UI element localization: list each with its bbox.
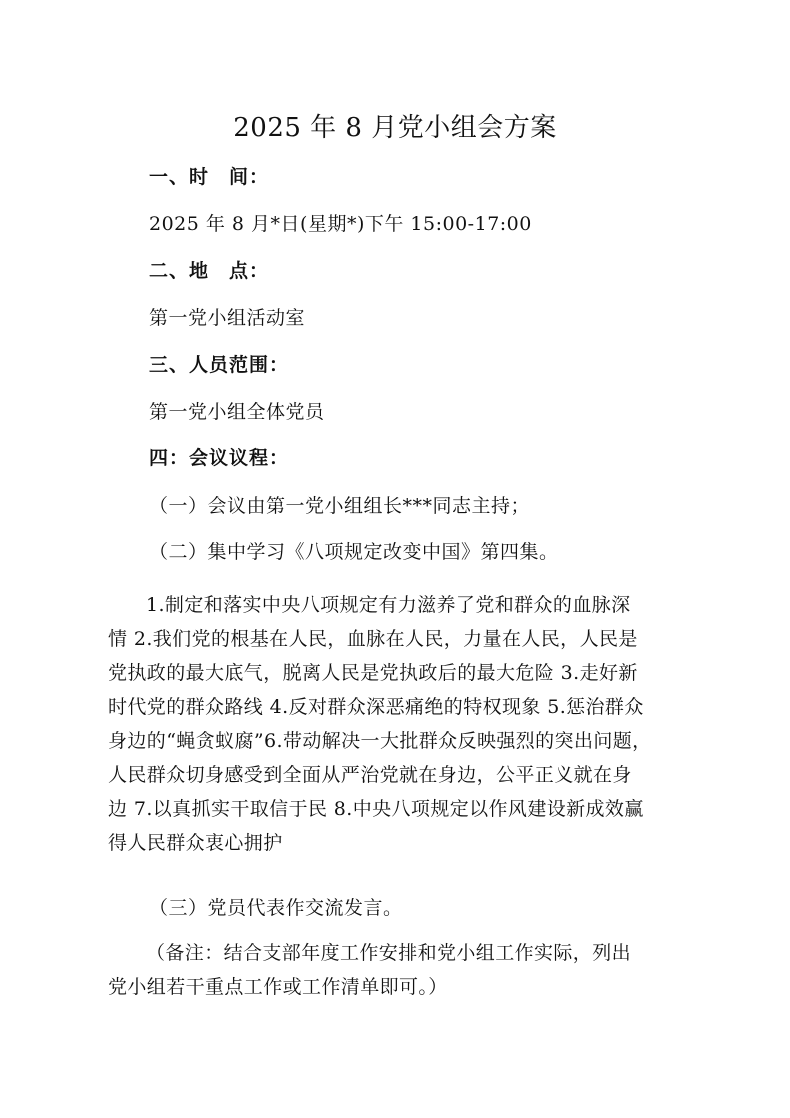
- learning-line: 得人民群众衷心拥护: [108, 832, 283, 854]
- agenda-item-1: （一）会议由第一党小组组长***同志主持；: [149, 495, 531, 517]
- note-line: （备注：结合支部年度工作安排和党小组工作实际，列出: [146, 942, 632, 964]
- learning-line: 边 7.以真抓实干取信于民 8.中央八项规定以作风建设新成效赢: [108, 798, 644, 820]
- learning-line: 时代党的群众路线 4.反对群众深恶痛绝的特权现象 5.惩治群众: [108, 696, 644, 718]
- learning-line: 1.制定和落实中央八项规定有力滋养了党和群众的血脉深: [146, 594, 631, 616]
- members-heading: 三、人员范围：: [149, 354, 290, 376]
- agenda-item-2: （二）集中学习《八项规定改变中国》第四集。: [149, 541, 559, 563]
- agenda-item-3: （三）党员代表作交流发言。: [149, 897, 403, 919]
- learning-line: 情 2.我们党的根基在人民，血脉在人民，力量在人民，人民是: [108, 628, 638, 650]
- time-value: 2025 年 8 月*日(星期*)下午 15:00-17:00: [149, 213, 532, 235]
- agenda-heading: 四：会议议程：: [149, 447, 290, 469]
- note-line: 党小组若干重点工作或工作清单即可。）: [108, 976, 448, 998]
- document-title: 2025 年 8 月党小组会方案: [233, 113, 557, 143]
- place-value: 第一党小组活动室: [149, 307, 306, 329]
- note-content: [108, 936, 692, 1004]
- place-heading: 二、地 点：: [149, 260, 270, 282]
- learning-content: [108, 588, 692, 860]
- learning-line: 人民群众切身感受到全面从严治党就在身边，公平正义就在身: [108, 764, 632, 786]
- learning-line: 身边的“蝇贪蚁腐”6.带动解决一大批群众反映强烈的突出问题，: [108, 730, 652, 752]
- members-value: 第一党小组全体党员: [149, 401, 325, 423]
- learning-line: 党执政的最大底气，脱离人民是党执政后的最大危险 3.走好新: [108, 662, 638, 684]
- time-heading: 一、时 间：: [149, 166, 270, 188]
